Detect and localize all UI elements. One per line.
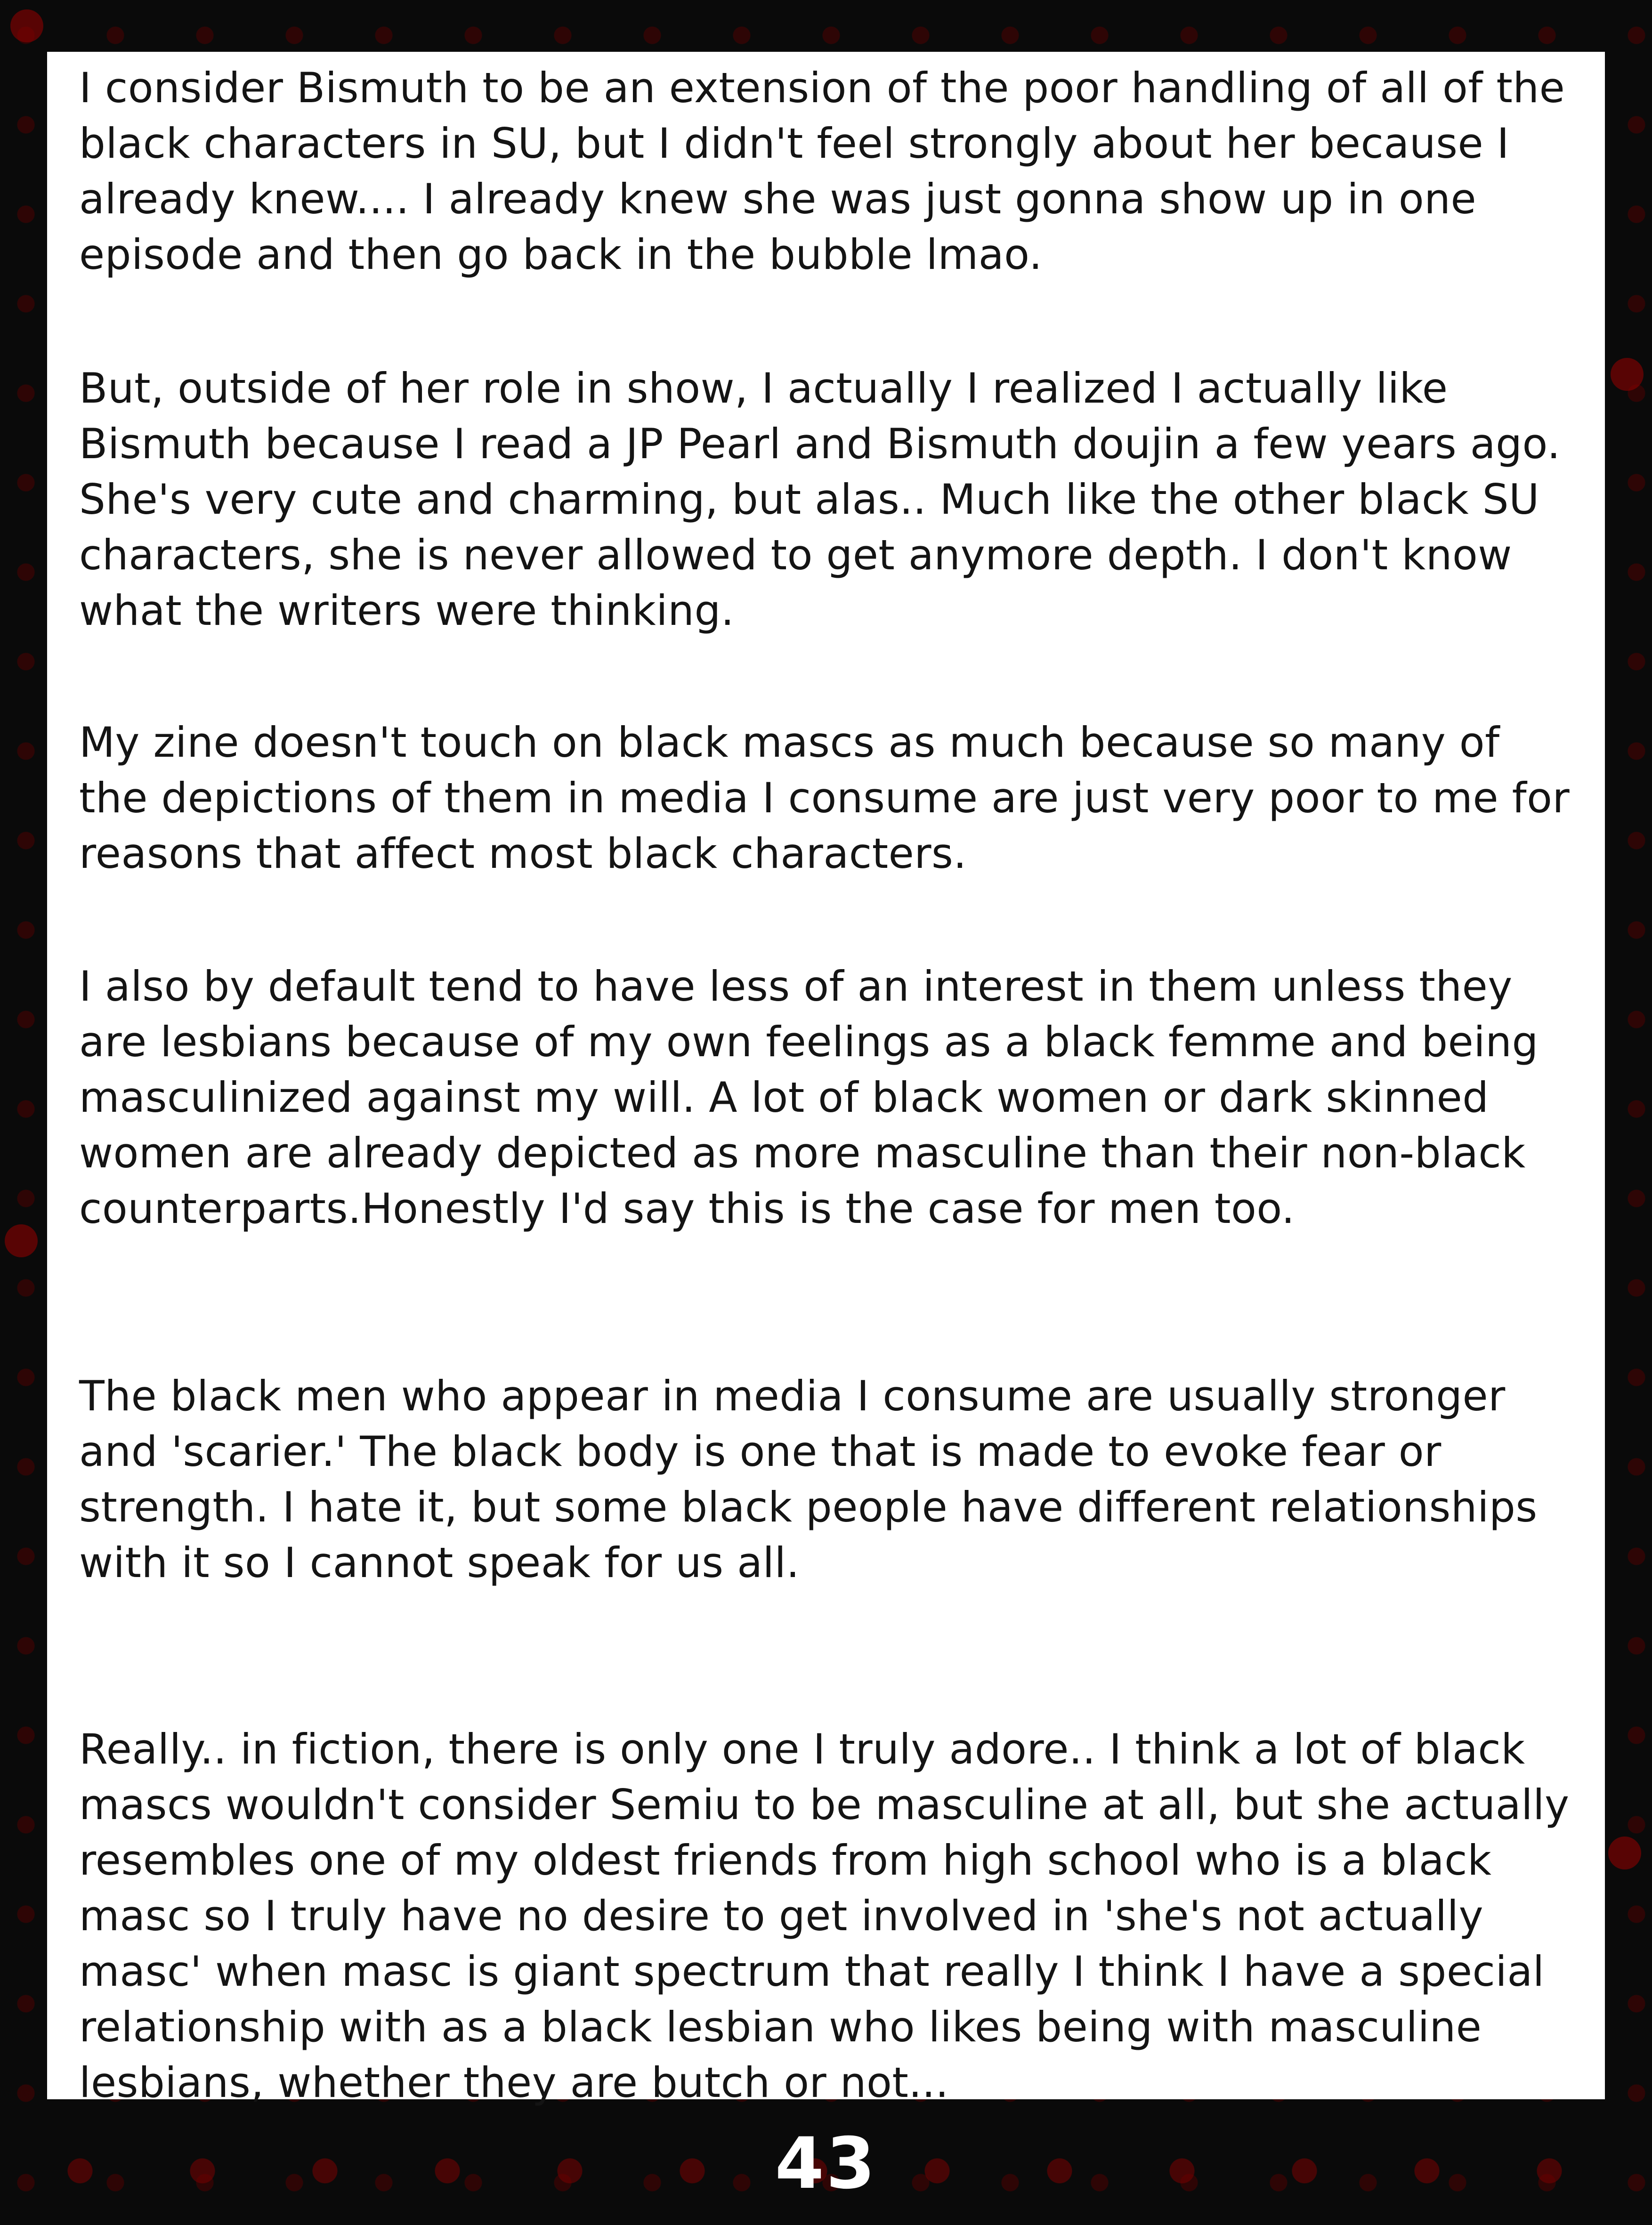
red-skull-pattern-icon [1611, 358, 1644, 391]
paragraph-1: I consider Bismuth to be an extension of the poor handling of all of the black characters in SU, but I didn't feel strongly about her because I already knew.... I already knew she was just gonna show up in one episode and then go back in the bubble lmao. [79, 64, 1565, 279]
paragraph-2: But, outside of her role in show, I actually I realized I actually like Bismuth because I read a JP Pearl and Bismuth doujin a few years ago. She's very cute and charming, but alas.. Much like the other black SU characters, she is never allowed to get anymore depth. I don't know what the writers were thinking. [79, 364, 1561, 635]
page-number: 43 [775, 2123, 877, 2205]
paragraph-3: My zine doesn't touch on black mascs as much because so many of the depictions of them in media I consume are just very poor to me for reasons that affect most black characters. [79, 718, 1570, 878]
paragraph-6: Really.. in fiction, there is only one I truly adore.. I think a lot of black mascs wouldn't consider Semiu to be masculine at all, but she actually resembles one of my oldest friends from high school who is a black masc so I truly have no desire to get involved in 'she's not actually masc' when masc is giant spectrum that really I think I have a special relationship with as a black lesbian who likes being with masculine lesbians, whether they are butch or not... [79, 1725, 1570, 2107]
red-skull-pattern-icon [5, 1224, 38, 1257]
paragraph-5: The black men who appear in media I consume are usually stronger and 'scarier.' The black body is one that is made to evoke fear or strength. I hate it, but some black people have different relationships with it so I cannot speak for us all. [79, 1372, 1538, 1587]
paragraph-4: I also by default tend to have less of an interest in them unless they are lesbians because of my own feelings as a black femme and being masculinized against my will. A lot of black women or dark skinned women are already depicted as more masculine than their non-black counterparts.Honestly I'd say this is the case for men too. [79, 962, 1539, 1233]
red-skull-pattern-icon [1608, 1837, 1641, 1869]
text-page [47, 52, 1605, 2107]
red-skull-pattern-icon [10, 9, 43, 42]
